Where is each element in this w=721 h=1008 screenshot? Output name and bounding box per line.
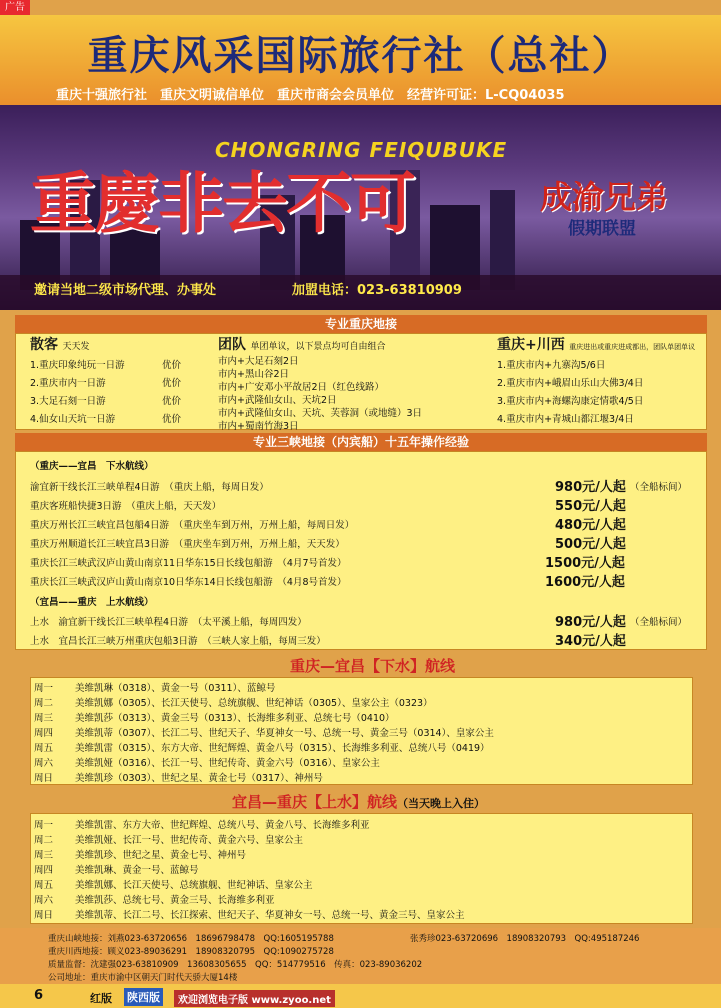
tour-price: 550元/人起 — [555, 499, 626, 514]
ship-list: 美维凯莎、总统七号、黄金三号、长海维多利亚 — [75, 895, 275, 906]
day-label: 周一 — [34, 820, 54, 831]
tour-price: 1500元/人起 — [545, 556, 625, 571]
day-label: 周三 — [34, 850, 54, 861]
list-item: 1.重庆印象纯玩一日游 — [30, 360, 125, 371]
list-item: 市内+蜀南竹海3日 — [218, 421, 299, 432]
day-label: 周日 — [34, 773, 54, 784]
tour-note: （全船标间） — [630, 482, 688, 493]
address-line: 公司地址：重庆市渝中区朝天门时代天骄大厦14楼 — [48, 973, 238, 983]
page-number: 6 — [34, 988, 44, 1003]
day-label: 周六 — [34, 758, 54, 769]
contact-line: 重庆川西地接：顾义023-89036291 18908320795 QQ:1090275728 — [48, 947, 334, 957]
list-item: 市内+大足石刻2日 — [218, 356, 299, 367]
ship-list: 美维凯娅、长江一号、世纪传奇、黄金六号、皇家公主 — [75, 835, 304, 846]
ship-list: 美维凯珍、世纪之星、黄金七号、神州号 — [75, 850, 247, 861]
day-label: 周三 — [34, 713, 54, 724]
tour-item: 重庆长江三峡武汉庐山黄山南京10日华东14日长线包船游 （4月8号首发） — [30, 577, 347, 588]
day-label: 周五 — [34, 743, 54, 754]
route-label: （重庆——宜昌 下水航线） — [30, 461, 154, 472]
list-item: 3.重庆市内+海螺沟康定情歌4/5日 — [497, 396, 644, 407]
price-tag: 优价 — [162, 360, 182, 371]
region-badge: 陕西版 — [124, 988, 163, 1006]
tour-item: 重庆万州长江三峡宜昌包船4日游 （重庆坐车到万州，万州上船，每周日发） — [30, 520, 355, 531]
tour-item: 渝宜新干线长江三峡单程4日游 （重庆上船，每周日发） — [30, 482, 269, 493]
ship-list: 美维凯琳（0318）、黄金一号（0311）、蓝鲸号 — [75, 683, 276, 694]
price-tag: 优价 — [162, 414, 182, 425]
list-item: 3.大足石刻一日游 — [30, 396, 106, 407]
upstream-title: 宜昌—重庆【上水】航线（当天晚上入住） — [232, 793, 486, 811]
tour-item: 重庆长江三峡武汉庐山黄山南京11日华东15日长线包船游 （4月7号首发） — [30, 558, 347, 569]
tour-item: 重庆客班船快捷3日游 （重庆上船，天天发） — [30, 501, 222, 512]
list-item: 4.仙女山天坑一日游 — [30, 414, 116, 425]
tour-price: 340元/人起 — [555, 634, 626, 649]
day-label: 周四 — [34, 865, 54, 876]
ship-list: 美维凯莎（0313）、黄金三号（0313）、长海维多利亚、总统七号（0410） — [75, 713, 395, 724]
page-title: 重庆风采国际旅行社（总社） — [87, 33, 634, 79]
section-title: 专业重庆地接 — [15, 315, 707, 333]
tour-price: 980元/人起 — [555, 615, 626, 630]
list-item: 市内+武隆仙女山、天坑2日 — [218, 395, 337, 406]
day-label: 周日 — [34, 910, 54, 921]
list-item: 2.重庆市内一日游 — [30, 378, 106, 389]
tour-price: 980元/人起 — [555, 480, 626, 495]
contact-line: 张秀珍023-63720696 18908320793 QQ:495187246 — [410, 934, 640, 944]
banner-calligraphy: 重慶非去不可 — [30, 164, 414, 242]
ship-list: 美维凯娜、长江天使号、总统旗舰、世纪神话、皇家公主 — [75, 880, 313, 891]
list-item: 市内+黑山谷2日 — [218, 369, 290, 380]
day-label: 周一 — [34, 683, 54, 694]
col-title: 团队 单团单议，以下景点均可自由组合 — [218, 337, 386, 353]
section-title: 专业三峡地接（内宾船）十五年操作经验 — [15, 433, 707, 451]
ship-list: 美维凯娜（0305）、长江天使号、总统旗舰、世纪神话（0305）、皇家公主（0323） — [75, 698, 433, 709]
route-label: （宜昌——重庆 上水航线） — [30, 597, 154, 608]
tour-item: 上水 宜昌长江三峡万州重庆包船3日游 （三峡人家上船，每周三发） — [30, 636, 326, 647]
ad-tag: 广告 — [0, 0, 30, 15]
col-title: 重庆+川西 重庆进出或重庆进成都出，团队单团单议 — [497, 337, 696, 353]
day-label: 周五 — [34, 880, 54, 891]
brother-title: 成渝兄弟 — [540, 178, 669, 216]
list-item: 1.重庆市内+九寨沟5/6日 — [497, 360, 606, 371]
tour-item: 上水 渝宜新干线长江三峡单程4日游 （太平溪上船，每周四发） — [30, 617, 307, 628]
ship-list: 美维凯琳、黄金一号、蓝鲸号 — [75, 865, 199, 876]
contact-line: 质量监督：沈建强023-63810909 13608305655 QQ：514779516 传真：023-89036202 — [48, 960, 423, 970]
edition-label: 红版 — [90, 992, 112, 1005]
brother-subtitle: 假期联盟 — [568, 219, 636, 239]
list-item: 市内+武隆仙女山、天坑、芙蓉洞（或地缝）3日 — [218, 408, 423, 419]
contact-line: 重庆山峡地接：刘燕023-63720656 18696798478 QQ:1605195788 — [48, 934, 334, 944]
day-label: 周六 — [34, 895, 54, 906]
tour-item: 重庆万州顺道长江三峡宜昌3日游 （重庆坐车到万州，万州上船，天天发） — [30, 539, 345, 550]
col-title: 散客 天天发 — [30, 337, 90, 353]
join-phone: 加盟电话：023-63810909 — [292, 283, 462, 298]
tour-price: 480元/人起 — [555, 518, 626, 533]
price-tag: 优价 — [162, 396, 182, 407]
tour-price: 500元/人起 — [555, 537, 626, 552]
ship-list: 美维凯雷、东方大帝、世纪辉煌、总统八号、黄金八号、长海维多利亚 — [75, 820, 370, 831]
list-item: 2.重庆市内+峨眉山乐山大佛3/4日 — [497, 378, 644, 389]
day-label: 周二 — [34, 835, 54, 846]
ship-list: 美维凯蒂（0307）、长江二号、世纪天子、华夏神女一号、总统一号、黄金三号（0314）、皇家公主 — [75, 728, 494, 739]
invite-text: 邀请当地二级市场代理、办事处 — [34, 283, 217, 298]
ship-list: 美维凯蒂、长江二号、长江探索、世纪天子、华夏神女一号、总统一号、黄金三号、皇家公主 — [75, 910, 465, 921]
banner-english-text: CHONGRING FEIQUBUKE — [215, 138, 508, 162]
tour-note: （全船标间） — [630, 617, 688, 628]
credentials-line: 重庆十强旅行社 重庆文明诚信单位 重庆市商会会员单位 经营许可证：L-CQ04035 — [56, 88, 565, 103]
day-label: 周四 — [34, 728, 54, 739]
website-link[interactable]: 欢迎浏览电子版 www.zyoo.net — [174, 990, 335, 1007]
downstream-title: 重庆—宜昌【下水】航线 — [290, 657, 456, 675]
day-label: 周二 — [34, 698, 54, 709]
list-item: 4.重庆市内+青城山都江堰3/4日 — [497, 414, 634, 425]
ship-list: 美维凯雷（0315）、东方大帝、世纪辉煌、黄金八号（0315）、长海维多利亚、总统八号（0419） — [75, 743, 490, 754]
ship-list: 美维凯珍（0303）、世纪之星、黄金七号（0317）、神州号 — [75, 773, 323, 784]
ship-list: 美维凯娅（0316）、长江一号、世纪传奇、黄金六号（0316）、皇家公主 — [75, 758, 380, 769]
price-tag: 优价 — [162, 378, 182, 389]
tour-price: 1600元/人起 — [545, 575, 625, 590]
list-item: 市内+广安邓小平故居2日（红色线路） — [218, 382, 385, 393]
